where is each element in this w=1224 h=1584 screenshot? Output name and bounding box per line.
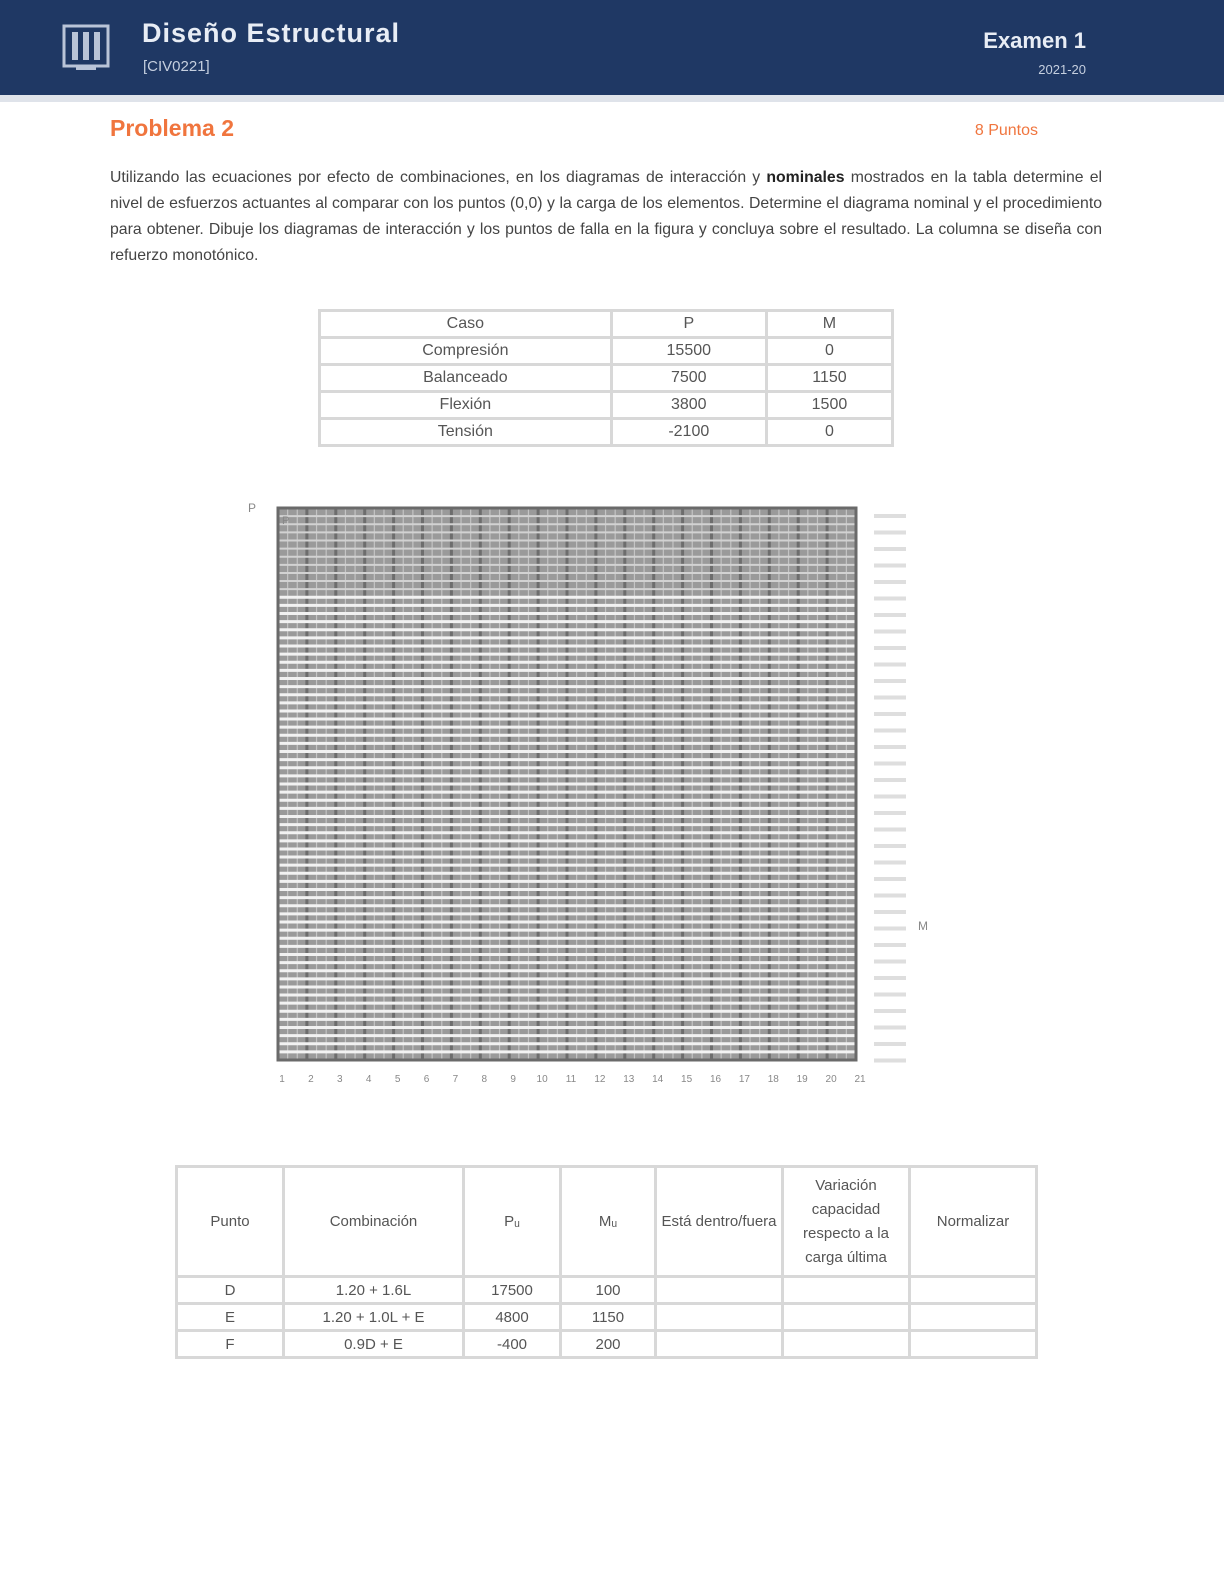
table-cell xyxy=(910,1304,1037,1331)
table-cell: 1500 xyxy=(766,392,892,419)
results-header-cell: Combinación xyxy=(284,1167,464,1277)
table-cell: 3800 xyxy=(611,392,766,419)
table-cell: 200 xyxy=(561,1331,656,1358)
loads-header-cell: P xyxy=(611,311,766,338)
x-tick-label: 16 xyxy=(709,1074,722,1085)
axis-label-p: P xyxy=(248,501,257,515)
problem-title: Problema 2 xyxy=(110,115,234,141)
table-cell: F xyxy=(177,1331,284,1358)
table-cell xyxy=(783,1277,910,1304)
course-code: [CIV0221] xyxy=(143,58,210,75)
table-cell: 0 xyxy=(766,419,892,446)
x-tick-label: 1 xyxy=(279,1074,285,1085)
course-title: Diseño Estructural xyxy=(142,18,401,48)
table-cell: 1.20 + 1.0L + E xyxy=(284,1304,464,1331)
table-row xyxy=(177,1331,1037,1358)
table-cell: 15500 xyxy=(611,338,766,365)
header-bar xyxy=(0,0,1224,95)
results-header-cell: Mᵤ xyxy=(561,1167,656,1277)
table-cell: -2100 xyxy=(611,419,766,446)
grid-chart xyxy=(240,498,940,1108)
results-header-cell: Está dentro/fuera xyxy=(656,1167,783,1277)
statement-text-1: Utilizando las ecuaciones por efecto de combinaciones, en los diagramas de interacción y xyxy=(110,169,767,186)
table-cell: -400 xyxy=(464,1331,561,1358)
table-cell xyxy=(910,1331,1037,1358)
axis-label-m: M xyxy=(918,919,928,933)
interaction-diagram-grid xyxy=(240,498,940,1108)
x-tick-label: 19 xyxy=(796,1074,808,1085)
results-header-cell: Variación capacidad respecto a la carga última xyxy=(783,1167,910,1277)
x-tick-label: 12 xyxy=(594,1074,606,1085)
loads-header-row xyxy=(320,311,893,338)
x-tick-label: 3 xyxy=(337,1074,343,1085)
table-cell: 17500 xyxy=(464,1277,561,1304)
table-cell: 7500 xyxy=(611,365,766,392)
x-tick-label: 11 xyxy=(565,1074,577,1085)
grid-corner-label: P xyxy=(282,515,290,527)
table-cell: 0 xyxy=(766,338,892,365)
results-header-cell: Pᵤ xyxy=(464,1167,561,1277)
table-cell: Flexión xyxy=(320,392,612,419)
table-cell xyxy=(783,1304,910,1331)
table-row xyxy=(320,392,893,419)
table-cell xyxy=(656,1331,783,1358)
table-row xyxy=(177,1304,1037,1331)
statement-text-2: mostrados en la tabla determine el nivel de esfuerzos actuantes al comparar con los puntos (0,0) y la carga de los elementos. Determine el diagrama nominal y el procedimiento para obtener. Dibuje los diagramas de interacción y los puntos de falla en la figura y concluya sobre el resultado. La columna se diseña con refuerzo monotónico. xyxy=(110,169,1102,264)
x-tick-label: 17 xyxy=(738,1074,750,1085)
table-cell: 1150 xyxy=(561,1304,656,1331)
table-cell xyxy=(910,1277,1037,1304)
table-cell xyxy=(656,1304,783,1331)
x-tick-label: 6 xyxy=(423,1074,430,1085)
table-cell xyxy=(656,1277,783,1304)
university-logo-icon xyxy=(62,22,110,72)
x-tick-label: 14 xyxy=(652,1074,664,1085)
statement-bold-word: nominales xyxy=(766,169,845,186)
problem-points: 8 Puntos xyxy=(974,122,1038,139)
table-cell: Tensión xyxy=(320,419,612,446)
table-row xyxy=(320,338,893,365)
x-tick-label: 9 xyxy=(510,1074,516,1085)
x-tick-label: 7 xyxy=(452,1074,459,1085)
table-row xyxy=(177,1277,1037,1304)
x-tick-label: 18 xyxy=(767,1074,779,1085)
loads-table xyxy=(318,309,894,447)
results-table xyxy=(175,1165,1038,1359)
x-tick-label: 8 xyxy=(481,1074,488,1085)
table-cell: D xyxy=(177,1277,284,1304)
x-tick-label: 13 xyxy=(623,1074,635,1085)
results-header-row xyxy=(177,1167,1037,1277)
table-cell: E xyxy=(177,1304,284,1331)
x-tick-label: 4 xyxy=(365,1074,372,1085)
table-cell xyxy=(783,1331,910,1358)
table-cell: Balanceado xyxy=(320,365,612,392)
table-row xyxy=(320,365,893,392)
table-cell: 4800 xyxy=(464,1304,561,1331)
x-tick-label: 5 xyxy=(394,1074,401,1085)
table-cell: 100 xyxy=(561,1277,656,1304)
table-cell: 0.9D + E xyxy=(284,1331,464,1358)
x-tick-label: 20 xyxy=(825,1074,837,1085)
problem-statement xyxy=(110,165,1102,269)
loads-header-cell: Caso xyxy=(320,311,612,338)
x-tick-label: 2 xyxy=(308,1074,314,1085)
x-tick-label: 21 xyxy=(854,1074,866,1085)
results-header-cell: Normalizar xyxy=(910,1167,1037,1277)
x-tick-label: 10 xyxy=(536,1074,548,1085)
table-row xyxy=(320,419,893,446)
table-cell: Compresión xyxy=(320,338,612,365)
loads-header-cell: M xyxy=(766,311,892,338)
exam-title: Examen 1 xyxy=(983,28,1086,53)
exam-term: 2021-20 xyxy=(1038,62,1086,77)
x-tick-label: 15 xyxy=(681,1074,693,1085)
header-divider xyxy=(0,95,1224,102)
table-cell: 1150 xyxy=(766,365,892,392)
results-header-cell: Punto xyxy=(177,1167,284,1277)
table-cell: 1.20 + 1.6L xyxy=(284,1277,464,1304)
